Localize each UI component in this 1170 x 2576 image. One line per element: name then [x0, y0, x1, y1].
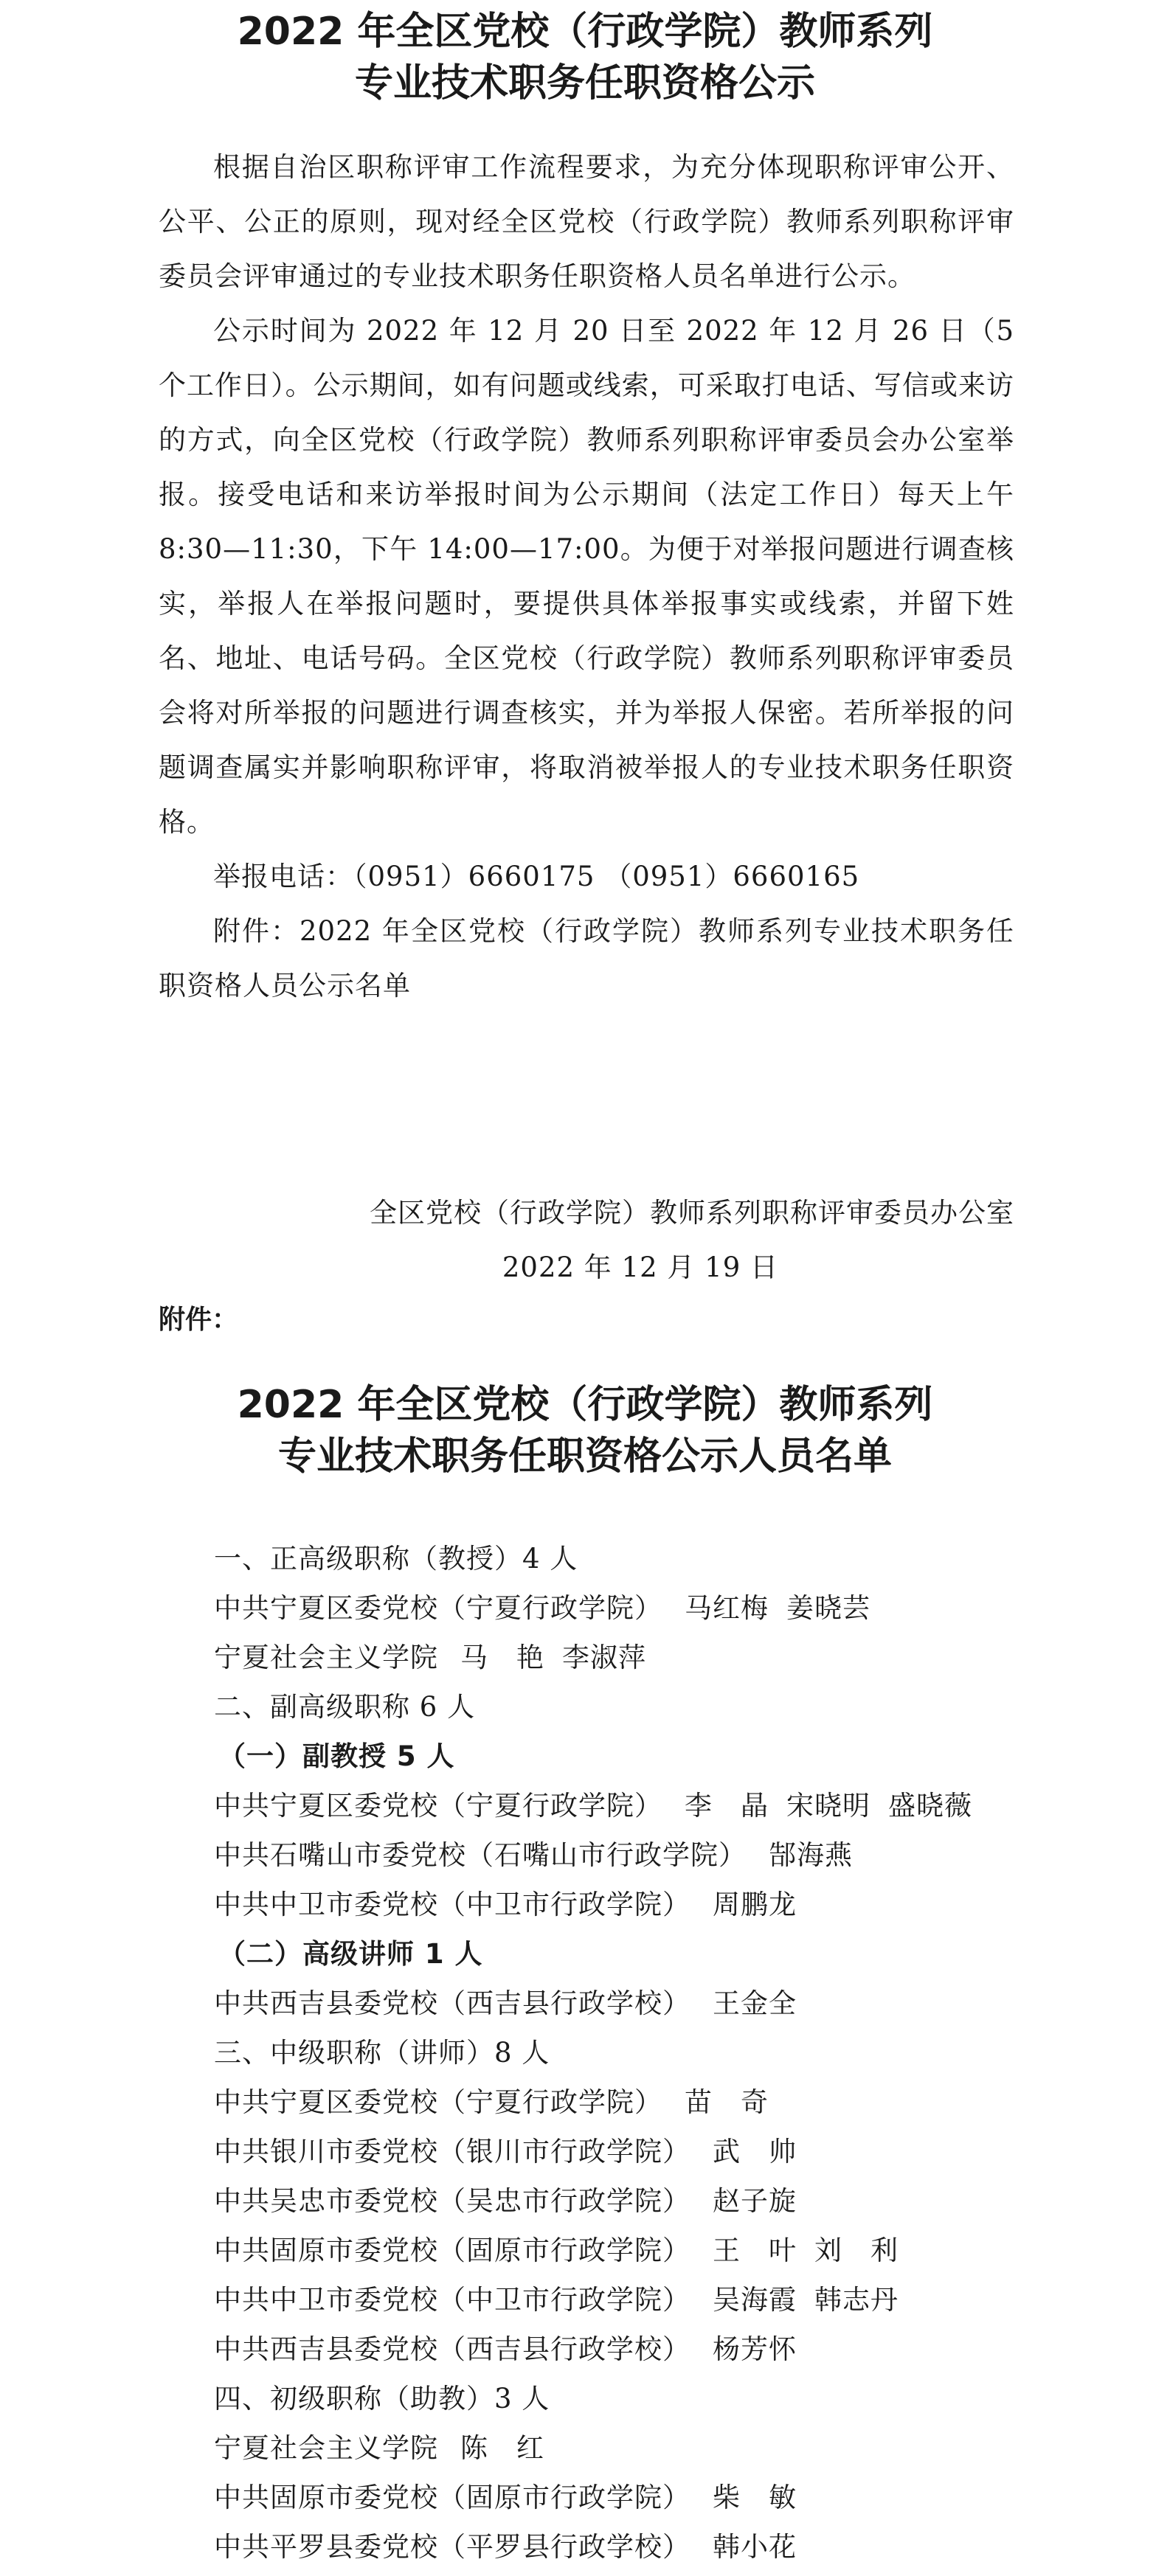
person-name: 王 叶: [713, 2235, 797, 2266]
list-entry: [214, 2522, 1084, 2572]
list-heading: 一、正高级职称（教授）4 人: [214, 1543, 578, 1575]
signature-org: 全区党校（行政学院）教师系列职称评审委员办公室: [370, 1197, 1014, 1229]
person-name: 盛晓薇: [888, 1790, 972, 1822]
entry-org: 中共西吉县委党校（西吉县行政学校）: [214, 1987, 690, 2019]
list-entry: [214, 2226, 1084, 2275]
entry-org: 中共吴忠市委党校（吴忠市行政学院）: [214, 2185, 690, 2217]
person-name: 姜晓芸: [786, 1592, 870, 1624]
person-name: 韩小花: [713, 2531, 797, 2563]
name-list: [214, 1534, 1084, 2572]
entry-names: [685, 2077, 786, 2127]
person-name: 宋晓明: [786, 1790, 870, 1822]
list-entry: [214, 2077, 1084, 2127]
paragraph-phone: 举报电话：（0951）6660175 （0951）6660165: [213, 861, 860, 892]
person-name: 周鹏龙: [713, 1889, 797, 1920]
list-entry: [214, 2176, 1084, 2226]
entry-org: 中共银川市委党校（银川市行政学院）: [214, 2136, 690, 2167]
list-heading: 四、初级职称（助教）3 人: [214, 2383, 550, 2414]
list-entry: [214, 1781, 1084, 1830]
list-entry: [214, 1979, 1084, 2028]
list-title-line-1: 2022 年全区党校（行政学院）教师系列: [237, 1383, 933, 1427]
entry-names: [713, 1880, 814, 1929]
notice-title-line-1: 2022 年全区党校（行政学院）教师系列: [237, 10, 933, 54]
list-entry: [214, 2325, 1084, 2374]
entry-names: [713, 2473, 814, 2522]
list-entry: [214, 2473, 1084, 2522]
entry-names: [713, 2325, 814, 2374]
signature-date: 2022 年 12 月 19 日: [502, 1251, 778, 1283]
list-entry: [214, 2127, 1084, 2176]
entry-names: [713, 2226, 916, 2275]
entry-org: 中共固原市委党校（固原市行政学院）: [214, 2235, 690, 2266]
entry-names: [713, 1979, 814, 2028]
list-entry: [214, 1880, 1084, 1929]
list-subheading: （二）高级讲师 1 人: [218, 1938, 483, 1970]
paragraph-period: 公示时间为 2022 年 12 月 20 日至 2022 年 12 月 26 日（5 个工作日）。公示期间，如有问题或线索，可采取打电话、写信或来访的方式，向全区党校（行政学院）教师系列职称评审委员会办公室举报。接受电话和来访举报时间为公示期间（法定工作日）每天上午 8:30—11:30，下午 14:00—17:00。为便于对举报问题进行调查核实，举报人在举报问题时，要提供具体举报事实或线索，并留下姓名、地址、电话号码。全区党校（行政学院）教师系列职称评审委员会将对所举报的问题进行调查核实，并为举报人保密。若所举报的问题调查属实并影响职称评审，将取消被举报人的专业技术职务任职资格。: [159, 315, 1014, 838]
person-name: 李 晶: [685, 1790, 769, 1822]
list-heading: 三、中级职称（讲师）8 人: [214, 2037, 550, 2069]
list-entry: [214, 1830, 1084, 1880]
person-name: 刘 利: [814, 2235, 899, 2266]
list-title-line-2: 专业技术职务任职资格公示人员名单: [277, 1434, 892, 1479]
entry-org: 中共石嘴山市委党校（石嘴山市行政学院）: [214, 1839, 747, 1871]
entry-names: [460, 2423, 562, 2473]
person-name: 陈 红: [460, 2432, 544, 2464]
entry-names: [460, 1633, 664, 1682]
notice-title-line-2: 专业技术职务任职资格公示: [354, 61, 815, 105]
list-heading: 二、副高级职称 6 人: [214, 1691, 476, 1723]
person-name: 王金全: [713, 1987, 797, 2019]
entry-org: 中共西吉县委党校（西吉县行政学校）: [214, 2333, 690, 2365]
person-name: 苗 奇: [685, 2086, 769, 2118]
person-name: 赵子旋: [713, 2185, 797, 2217]
list-title: [0, 1379, 1170, 1482]
person-name: 武 帅: [713, 2136, 797, 2167]
person-name: 杨芳怀: [713, 2333, 797, 2365]
entry-names: [685, 1583, 888, 1633]
notice-body: [159, 140, 1014, 1013]
entry-org: 中共中卫市委党校（中卫市行政学院）: [214, 1889, 690, 1920]
person-name: 马红梅: [685, 1592, 769, 1624]
paragraph-attachment-ref: 附件：2022 年全区党校（行政学院）教师系列专业技术职务任职资格人员公示名单: [159, 915, 1014, 1001]
person-name: 马 艳: [460, 1642, 544, 1673]
entry-org: 中共中卫市委党校（中卫市行政学院）: [214, 2284, 690, 2316]
entry-names: [769, 1830, 870, 1880]
entry-names: [713, 2522, 814, 2572]
paragraph-intro: 根据自治区职称评审工作流程要求，为充分体现职称评审公开、公平、公正的原则，现对经全区党校（行政学院）教师系列职称评审委员会评审通过的专业技术职务任职资格人员名单进行公示。: [159, 151, 1014, 292]
entry-org: 中共宁夏区委党校（宁夏行政学院）: [214, 2086, 662, 2118]
list-entry: [214, 1583, 1084, 1633]
entry-org: 宁夏社会主义学院: [214, 2432, 438, 2464]
entry-org: 中共平罗县委党校（平罗县行政学校）: [214, 2531, 690, 2563]
entry-org: 中共固原市委党校（固原市行政学院）: [214, 2482, 690, 2513]
entry-names: [685, 1781, 990, 1830]
entry-org: 中共宁夏区委党校（宁夏行政学院）: [214, 1790, 662, 1822]
person-name: 柴 敏: [713, 2482, 797, 2513]
entry-names: [713, 2275, 916, 2325]
notice-title: [0, 6, 1170, 109]
person-name: 郜海燕: [769, 1839, 853, 1871]
list-entry: [214, 2423, 1084, 2473]
signature-block: [159, 1186, 1014, 1295]
entry-org: 宁夏社会主义学院: [214, 1642, 438, 1673]
list-subheading: （一）副教授 5 人: [218, 1740, 455, 1772]
person-name: 韩志丹: [814, 2284, 899, 2316]
entry-names: [713, 2176, 814, 2226]
list-entry: [214, 2275, 1084, 2325]
person-name: 李淑萍: [562, 1642, 646, 1673]
list-entry: [214, 1633, 1084, 1682]
attachment-label: 附件：: [159, 1305, 239, 1335]
entry-org: 中共宁夏区委党校（宁夏行政学院）: [214, 1592, 662, 1624]
person-name: 吴海霞: [713, 2284, 797, 2316]
entry-names: [713, 2127, 814, 2176]
